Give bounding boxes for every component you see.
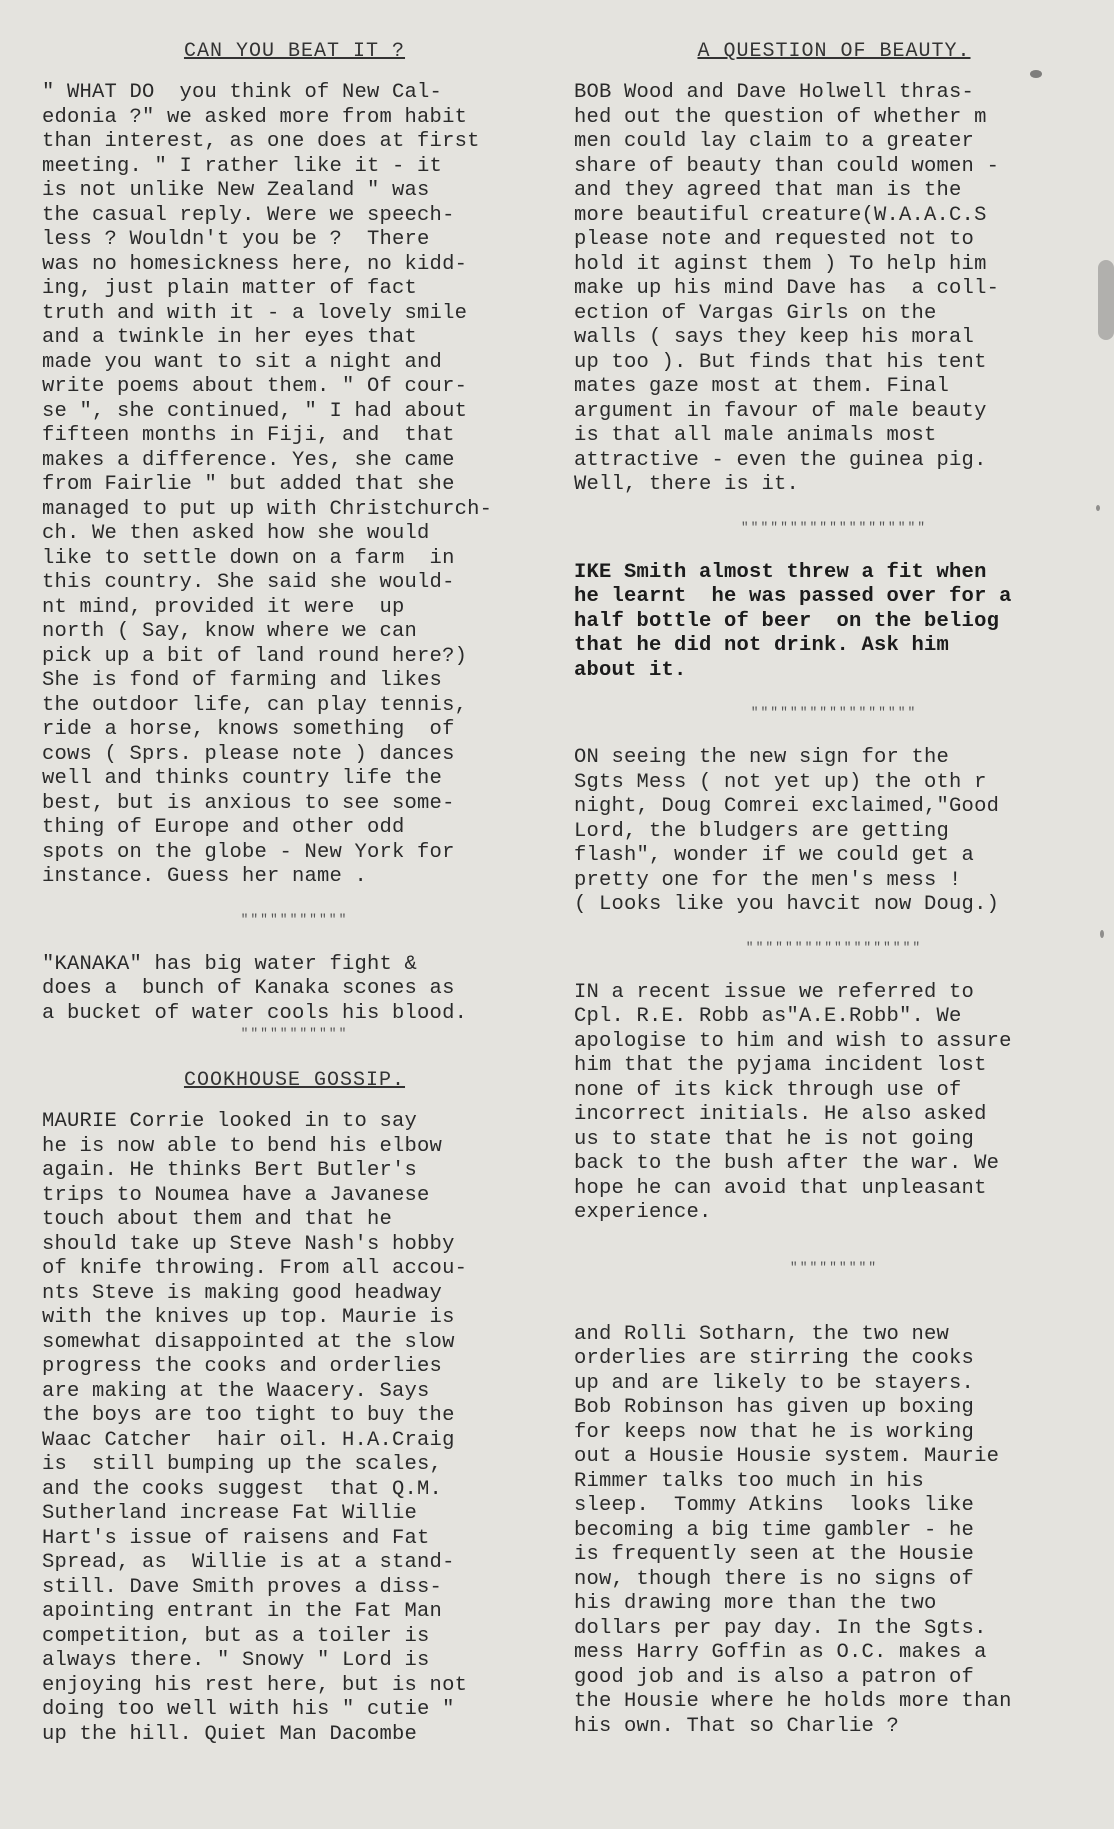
scan-speck [1100,930,1104,938]
right-column [574,40,1094,1739]
story-orderlies-housie: and Rolli Sotharn, the two new orderlies are stirring the cooks up and are likely to be stayers. Bob Robinson has given up boxing for keeps now that he is working out a Housie Housie system. Maurie Rimmer talks too much in his sleep. Tommy Atkins looks like becoming a big time gambler - he is frequently seen at the Housie now, though there is no signs of his drawing more than the two dollars per pay day. In the Sgts. mess Harry Goffin as O.C. makes a good job and is also a patron of the Housie where he holds more than his own. That so Charlie ? [574,1322,1012,1738]
story-ike-smith: IKE Smith almost threw a fit when he learnt he was passed over for a half bottle of beer on the beliog that he did not drink. Ask him about it. [574,560,1012,682]
story-sgts-mess-sign: ON seeing the new sign for the Sgts Mess ( not yet up) the oth r night, Doug Comrei exclaimed,"Good Lord, the bludgers are getting flash", wonder if we could get a pretty one for the men's mess ! ( Looks like you havcit now Doug.) [574,746,1000,916]
story-robb-correction: IN a recent issue we referred to Cpl. R.E. Robb as"A.E.Robb". We apologise to him and wish to assure him that the pyjama incident lost none of its kick through use of incorrect initials. He also asked us to state that he is not going back to the bush after the war. We hope he can avoid that unpleasant experience. [574,980,1012,1224]
left-column [42,40,547,1747]
story-kanaka: "KANAKA" has big water fight & does a bunch of Kanaka scones as a bucket of water cools his blood. [42,952,468,1025]
scan-speck [1096,505,1100,511]
scan-speck [1030,70,1042,78]
heading-cookhouse-gossip: COOKHOUSE GOSSIP. [183,1069,406,1092]
separator: """"""""""""""""""" [740,519,928,535]
story-cookhouse-gossip: MAURIE Corrie looked in to say he is now able to bend his elbow again. He thinks Bert Butler's trips to Noumea have a Javanese touch about them and that he should take up Steve Nash's hobby of knife throwing. From all accou- nts Steve is making good headway with the knives up top. Maurie is somewhat disappointed at the slow progress the cooks and orderlies are making at the Waacery. Says the boys are too tight to buy the Waac Catcher hair oil. H.A.Craig is still bumping up the scales, and the cooks suggest that Q.M. Sutherland increase Fat Willie Hart's issue of raisens and Fat Spread, as Willie is at a stand- still. Dave Smith proves a diss- apointing entrant in the Fat Man competition, but as a toiler is always there. " Snowy " Lord is enjoying his rest here, but is not doing too well with his " cutie " up the hill. Quiet Man Dacombe [42,1110,468,1746]
story-question-of-beauty: BOB Wood and Dave Holwell thras- hed out the question of whether m men could lay claim to a greater share of beauty than could women - and they agreed that man is the more beautiful creature(W.A.A.C.S please note and requested not to hold it aginst them ) To help him make up his mind Dave has a coll- ection of Vargas Girls on the walls ( says they keep his moral up too ). But finds that his tent mates gaze most at them. Final argument in favour of male beauty is that all male animals most attractive - even the guinea pig. Well, there is it. [574,81,1000,496]
separator: """"""""" [789,1259,879,1275]
story-new-caledonia: " WHAT DO you think of New Cal- edonia ?" we asked more from habit than interest, as one does at first meeting. " I rather like it - it is not unlike New Zealand " was the casual reply. Were we speech- less ? Wouldn't you be ? There was no homesickness here, no kidd- ing, just plain matter of fact truth and with it - a lovely smile and a twinkle in her eyes that made you want to sit a night and write poems about them. " Of cour- se ", she continued, " I had about fifteen months in Fiji, and that makes a difference. Yes, she came from Fairlie " but added that she managed to put up with Christchurch- ch. We then asked how she would like to settle down on a farm in this country. She said she would- nt mind, provided it were up north ( Say, know where we can pick up a bit of land round here?) She is fond of farming and likes the outdoor life, can play tennis, ride a horse, knows something of cows ( Sprs. please note ) dances well and thinks country life the best, but is anxious to see some- thing of Europe and other odd spots on the globe - New York for instance. Guess her name . [42,81,493,888]
heading-can-you-beat-it: CAN YOU BEAT IT ? [183,40,406,63]
scan-smudge [1098,260,1114,340]
heading-a-question-of-beauty: A QUESTION OF BEAUTY. [697,40,971,63]
separator: """"""""""" [240,1026,349,1041]
separator: """""""""""""""""" [745,939,923,955]
separator: """"""""""""""""" [750,705,918,720]
separator: """"""""""" [240,911,349,927]
